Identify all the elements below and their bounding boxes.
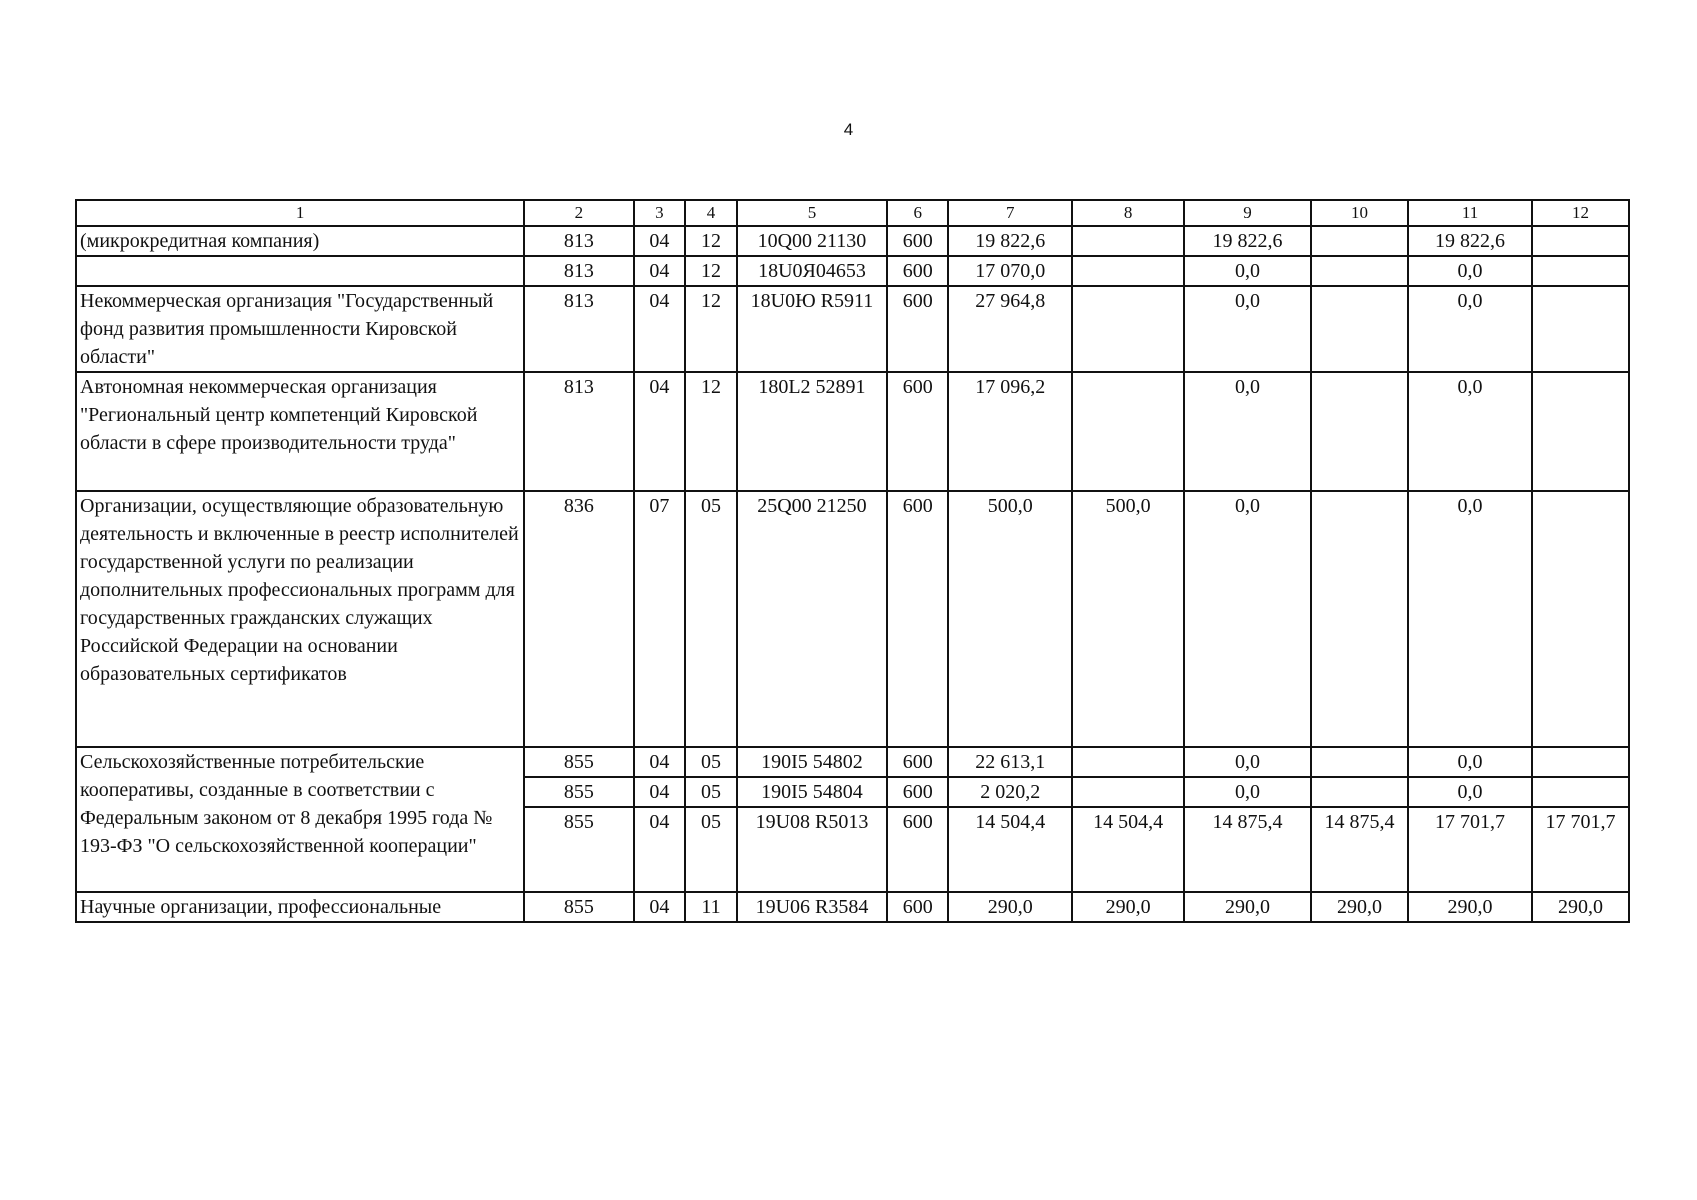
table-cell: 18U0Я04653 [737,256,887,286]
table-cell: 19U06 R3584 [737,892,887,922]
table-cell: 290,0 [1072,892,1184,922]
table-cell: 0,0 [1184,286,1311,372]
table-cell [1532,777,1629,807]
table-cell: 04 [634,777,686,807]
table-cell [1311,491,1408,747]
table-cell: 600 [887,491,948,747]
column-number: 3 [634,200,686,226]
table-cell: 0,0 [1408,256,1532,286]
table-cell: 290,0 [1311,892,1408,922]
organization-name: Автономная некоммерческая организация "Региональный центр компетенций Кировской области в сфере производительности труда" [76,372,524,491]
table-cell: 0,0 [1408,777,1532,807]
table-cell [1532,286,1629,372]
table-cell [1532,372,1629,491]
column-number: 5 [737,200,887,226]
table-row [76,491,1629,747]
table-cell: 855 [524,807,633,892]
column-number: 8 [1072,200,1184,226]
table-cell [1532,256,1629,286]
table-cell: 12 [685,226,737,256]
table-cell [1311,286,1408,372]
table-cell [1072,372,1184,491]
table-cell: 12 [685,256,737,286]
table-cell: 05 [685,807,737,892]
table-cell: 600 [887,226,948,256]
table-cell: 18U0Ю R5911 [737,286,887,372]
table-row [76,372,1629,491]
table-cell: 22 613,1 [948,747,1072,777]
table-cell: 2 020,2 [948,777,1072,807]
table-cell: 0,0 [1184,747,1311,777]
table-cell [1072,286,1184,372]
table-cell: 600 [887,777,948,807]
table-cell: 813 [524,286,633,372]
table-cell: 855 [524,892,633,922]
organization-name: Организации, осуществляющие образовательную деятельность и включенные в реестр исполнителей государственной услуги по реализации дополнительных профессиональных программ для государственных гражданских служащих Российской Федерации на основании образовательных сертификатов [76,491,524,747]
table-cell: 290,0 [1408,892,1532,922]
table-cell: 0,0 [1184,777,1311,807]
table-cell: 17 096,2 [948,372,1072,491]
table-cell [1072,256,1184,286]
table-cell: 836 [524,491,633,747]
table-cell: 813 [524,372,633,491]
table-cell: 27 964,8 [948,286,1072,372]
table-row [76,256,1629,286]
table-cell: 17 701,7 [1532,807,1629,892]
table-cell: 600 [887,256,948,286]
organization-name: Некоммерческая организация "Государственный фонд развития промышленности Кировской области" [76,286,524,372]
table-cell: 855 [524,747,633,777]
table-cell: 813 [524,226,633,256]
table-cell: 11 [685,892,737,922]
column-number: 7 [948,200,1072,226]
table-cell: 12 [685,286,737,372]
table-cell: 04 [634,372,686,491]
organization-name: Научные организации, профессиональные [76,892,524,922]
table-cell: 04 [634,256,686,286]
column-number: 12 [1532,200,1629,226]
table-cell: 600 [887,747,948,777]
table-cell: 12 [685,372,737,491]
column-number: 2 [524,200,633,226]
table-cell [1072,747,1184,777]
table-cell: 600 [887,286,948,372]
table-cell: 17 070,0 [948,256,1072,286]
table-cell [1311,256,1408,286]
table-cell: 0,0 [1408,747,1532,777]
table-cell: 04 [634,807,686,892]
table-row [76,226,1629,256]
table-cell [1072,226,1184,256]
table-cell: 19 822,6 [948,226,1072,256]
column-number: 10 [1311,200,1408,226]
table-cell: 07 [634,491,686,747]
table-cell: 855 [524,777,633,807]
table-row [76,747,1629,777]
table-cell: 25Q00 21250 [737,491,887,747]
table-cell: 05 [685,777,737,807]
column-number: 6 [887,200,948,226]
table-cell [1532,747,1629,777]
column-number-row [76,200,1629,226]
table-cell: 19U08 R5013 [737,807,887,892]
column-number: 4 [685,200,737,226]
table-cell: 190I5 54804 [737,777,887,807]
table-row [76,892,1629,922]
table-cell: 600 [887,892,948,922]
table-cell: 14 875,4 [1311,807,1408,892]
table-cell: 290,0 [1184,892,1311,922]
table-cell: 04 [634,892,686,922]
table-cell [1311,226,1408,256]
table-cell: 19 822,6 [1408,226,1532,256]
table-cell: 600 [887,372,948,491]
table-cell: 14 504,4 [1072,807,1184,892]
table-cell [1532,491,1629,747]
table-cell: 190I5 54802 [737,747,887,777]
table-row [76,286,1629,372]
table-cell: 180L2 52891 [737,372,887,491]
table-cell: 500,0 [948,491,1072,747]
table-cell [1072,777,1184,807]
page-number: 4 [843,120,854,139]
table-cell: 14 504,4 [948,807,1072,892]
table-cell: 14 875,4 [1184,807,1311,892]
table-cell: 19 822,6 [1184,226,1311,256]
table-cell [1311,747,1408,777]
budget-table [75,199,1630,923]
column-number: 1 [76,200,524,226]
table-cell: 0,0 [1408,286,1532,372]
column-number: 11 [1408,200,1532,226]
table-cell: 10Q00 21130 [737,226,887,256]
table-cell: 05 [685,747,737,777]
table-cell [1311,372,1408,491]
table-cell: 290,0 [1532,892,1629,922]
table-cell: 0,0 [1184,256,1311,286]
table-cell: 04 [634,286,686,372]
table-cell: 0,0 [1408,491,1532,747]
table-cell: 813 [524,256,633,286]
table-cell: 17 701,7 [1408,807,1532,892]
organization-name-empty [76,256,524,286]
table-cell: 05 [685,491,737,747]
organization-name: (микрокредитная компания) [76,226,524,256]
table-cell: 04 [634,226,686,256]
column-number: 9 [1184,200,1311,226]
table-cell: 290,0 [948,892,1072,922]
table-cell: 500,0 [1072,491,1184,747]
table-cell [1311,777,1408,807]
table-cell: 0,0 [1184,372,1311,491]
organization-name: Сельскохозяйственные потребительские кооперативы, созданные в соответствии с Федеральным законом от 8 декабря 1995 года № 193-ФЗ "О сельскохозяйственной кооперации" [76,747,524,892]
table-cell: 0,0 [1408,372,1532,491]
table-cell: 600 [887,807,948,892]
table-cell: 0,0 [1184,491,1311,747]
table-cell [1532,226,1629,256]
table-cell: 04 [634,747,686,777]
